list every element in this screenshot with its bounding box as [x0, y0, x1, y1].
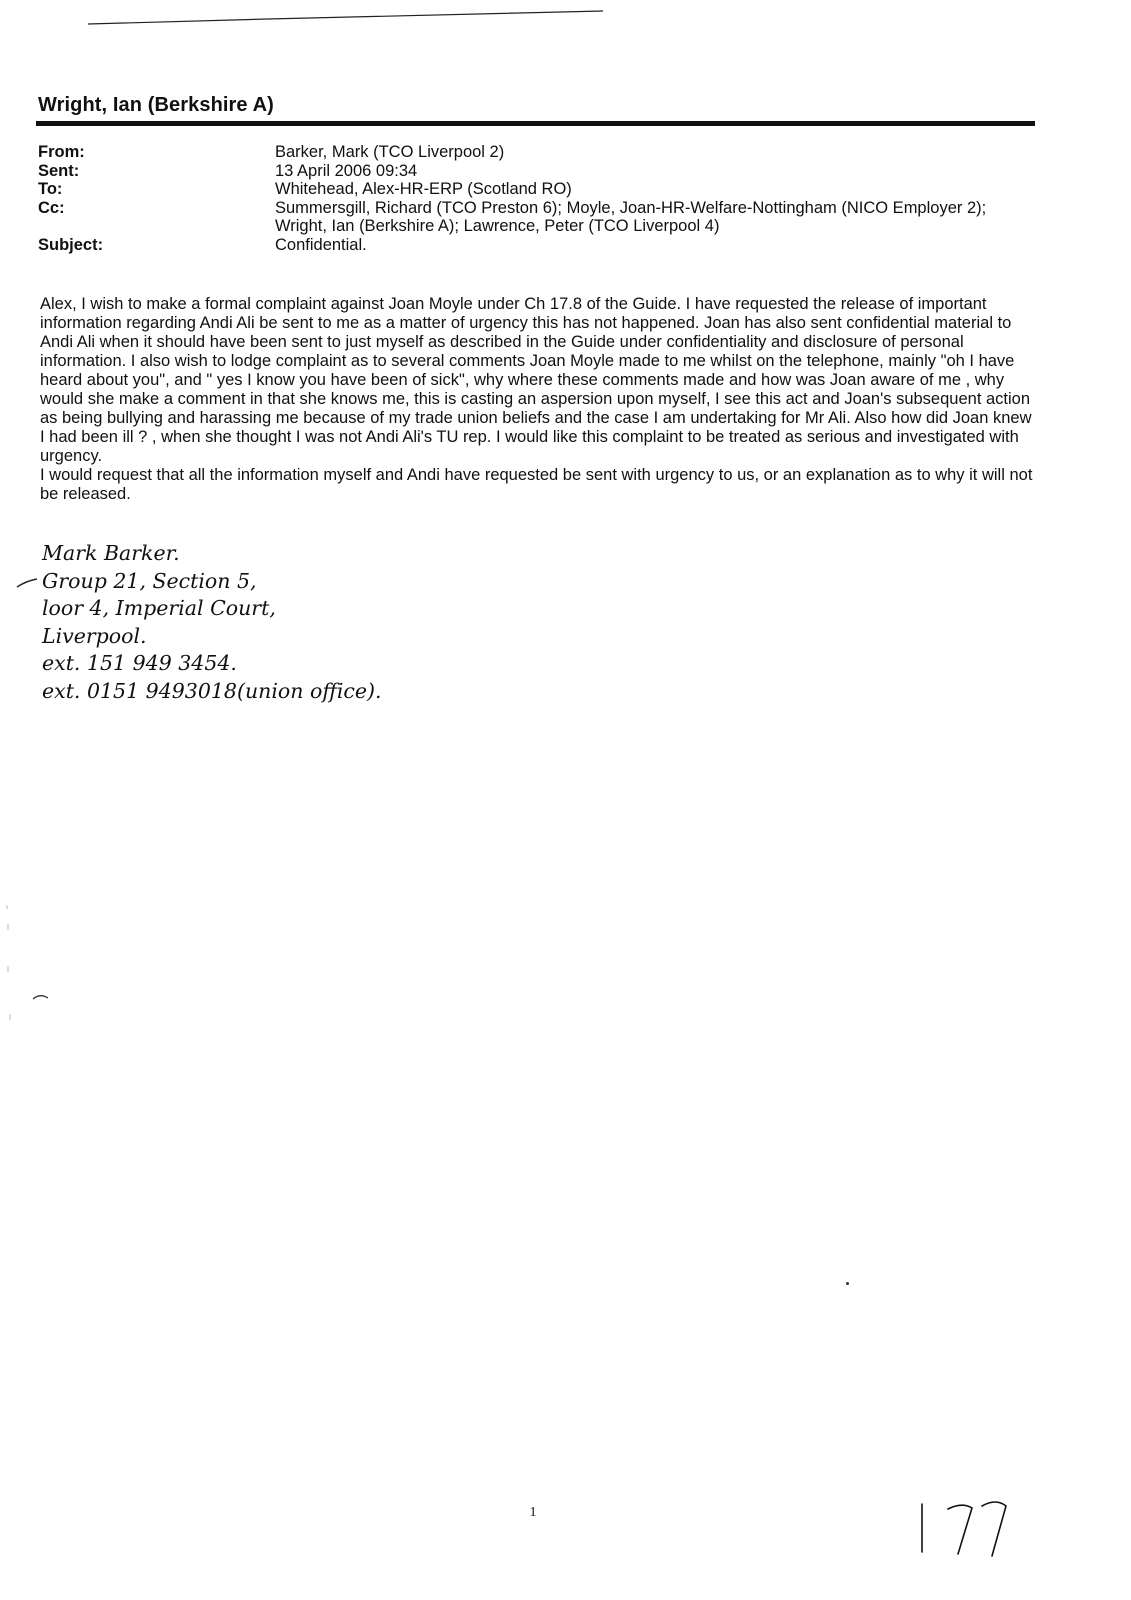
- subject-value: Confidential.: [275, 235, 367, 254]
- sent-label: Sent:: [38, 161, 80, 180]
- scan-margin-marks: [0, 900, 60, 1040]
- to-label: To:: [38, 180, 63, 199]
- scan-artifact-line: [88, 10, 603, 26]
- sent-value: 13 April 2006 09:34: [275, 161, 418, 180]
- signature-address-line: loor 4, Imperial Court,: [42, 596, 276, 620]
- email-body: [40, 295, 1035, 504]
- cc-value: Summersgill, Richard (TCO Preston 6); Moyle, Joan-HR-Welfare-Nottingham (NICO Employer 2); Wright, Ian (Berkshire A); Lawrence, Peter (TCO Liverpool 4): [275, 198, 987, 236]
- to-value: Whitehead, Alex-HR-ERP (Scotland RO): [275, 180, 572, 199]
- signature-phone-line: ext. 0151 9493018(union office).: [42, 678, 382, 703]
- signature-name: Mark Barker.: [42, 541, 180, 565]
- handwritten-signature-block: [42, 540, 382, 705]
- header-row-subject: [38, 236, 1038, 255]
- from-label: From:: [38, 143, 85, 161]
- body-paragraph: I would request that all the information myself and Andi have requested be sent with urgency to us, or an explanation as to why it will not be released.: [40, 466, 1033, 503]
- heading-divider: [36, 121, 1035, 126]
- body-paragraph: Alex, I wish to make a formal complaint against Joan Moyle under Ch 17.8 of the Guide. I have requested the release of important information regarding Andi Ali be sent to me as a matter of urgency this has not happened. Joan has also sent confidential material to Andi Ali when it should have been sent to just myself as described in the Guide under confidentiality and disclosure of personal information. I also wish to lodge complaint as to several comments Joan Moyle made to me whilst on the telephone, mainly "oh I have heard about you", and " yes I know you have been of sick", why where these comments made and how was Joan aware of me , why would she make a comment in that she knows me, this is casting an aspersion upon myself, I see this act and Joan's subsequent action as being bullying and harassing me because of my trade union beliefs and the case I am undertaking for Mr Ali. Also how did Joan knew I had been ill ? , when she thought I was not Andi Ali's TU rep. I would like this complaint to be treated as serious and investigated with urgency.: [40, 295, 1032, 465]
- email-header-table: [38, 143, 1038, 255]
- header-row-from: [38, 143, 1038, 162]
- signature-address-line: Group 21, Section 5,: [42, 568, 257, 593]
- header-row-cc: [38, 199, 1038, 236]
- header-row-sent: [38, 162, 1038, 181]
- cc-label: Cc:: [38, 198, 65, 217]
- subject-label: Subject:: [38, 235, 104, 254]
- from-value: Barker, Mark (TCO Liverpool 2): [275, 143, 505, 161]
- header-row-to: [38, 180, 1038, 199]
- scan-speck: [846, 1282, 849, 1285]
- signature-address-line: Liverpool.: [42, 623, 147, 648]
- handwritten-folio-number: [910, 1494, 1020, 1564]
- signature-phone-line: ext. 151 949 3454.: [42, 651, 237, 675]
- pen-stroke-mark: [16, 575, 38, 589]
- page-number: 1: [529, 1505, 537, 1520]
- mailbox-owner-heading: Wright, Ian (Berkshire A): [38, 94, 274, 116]
